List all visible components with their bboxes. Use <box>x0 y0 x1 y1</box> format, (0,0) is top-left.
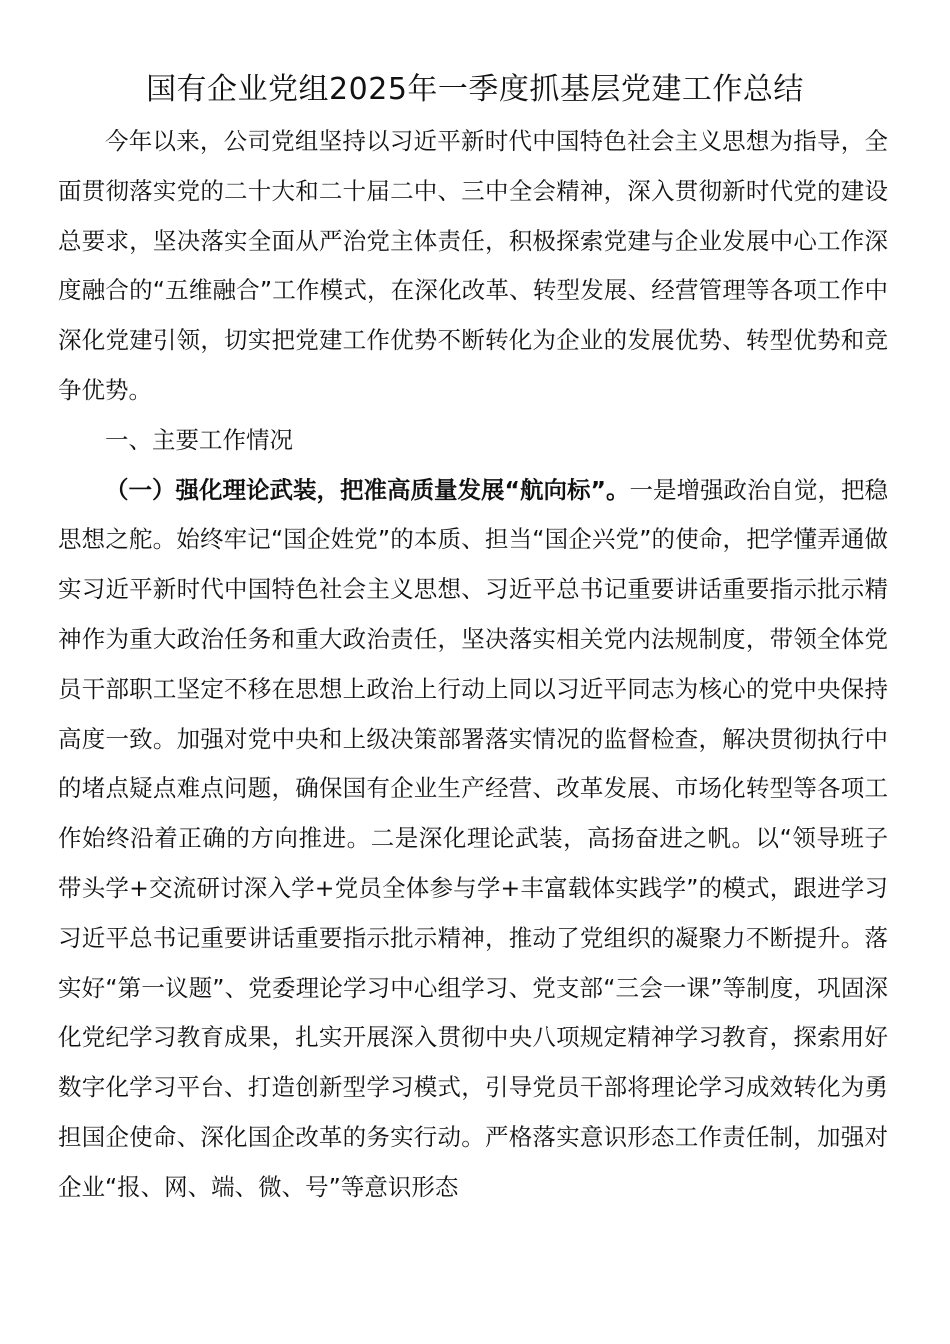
subsection-paragraph <box>58 466 888 1213</box>
section-heading: 一、主要工作情况 <box>105 425 293 454</box>
subsection-heading: （一）强化理论武装，把准高质量发展“航向标”。 <box>105 475 630 504</box>
document-title: 国有企业党组2025年一季度抓基层党建工作总结 <box>146 72 804 107</box>
intro-paragraph: 今年以来，公司党组坚持以习近平新时代中国特色社会主义思想为指导，全面贯彻落实党的二十大和二十届二中、三中全会精神，深入贯彻新时代党的建设总要求，坚决落实全面从严治党主体责任，积极探索党建与企业发展中心工作深度融合的“五维融合”工作模式，在深化改革、转型发展、经营管理等各项工作中深化党建引领，切实把党建工作优势不断转化为企业的发展优势、转型优势和竞争优势。 <box>58 127 888 404</box>
subsection-body: 一是增强政治自觉，把稳思想之舵。始终牢记“国企姓党”的本质、担当“国企兴党”的使命，把学懂弄通做实习近平新时代中国特色社会主义思想、习近平总书记重要讲话重要指示批示精神作为重大政治任务和重大政治责任，坚决落实相关党内法规制度，带领全体党员干部职工坚定不移在思想上政治上行动上同以习近平同志为核心的党中央保持高度一致。加强对党中央和上级决策部署落实情况的监督检查，解决贯彻执行中的堵点疑点难点问题，确保国有企业生产经营、改革发展、市场化转型等各项工作始终沿着正确的方向推进。二是深化理论武装，高扬奋进之帆。以“领导班子带头学+交流研讨深入学+党员全体参与学+丰富载体实践学”的模式，跟进学习习近平总书记重要讲话重要指示批示精神，推动了党组织的凝聚力不断提升。落实好“第一议题”、党委理论学习中心组学习、党支部“三会一课”等制度，巩固深化党纪学习教育成果，扎实开展深入贯彻中央八项规定精神学习教育，探索用好数字化学习平台、打造创新型学习模式，引导党员干部将理论学习成效转化为勇担国企使命、深化国企改革的务实行动。严格落实意识形态工作责任制，加强对企业“报、网、端、微、号”等意识形态 <box>58 475 889 1201</box>
document-body <box>58 117 888 1213</box>
